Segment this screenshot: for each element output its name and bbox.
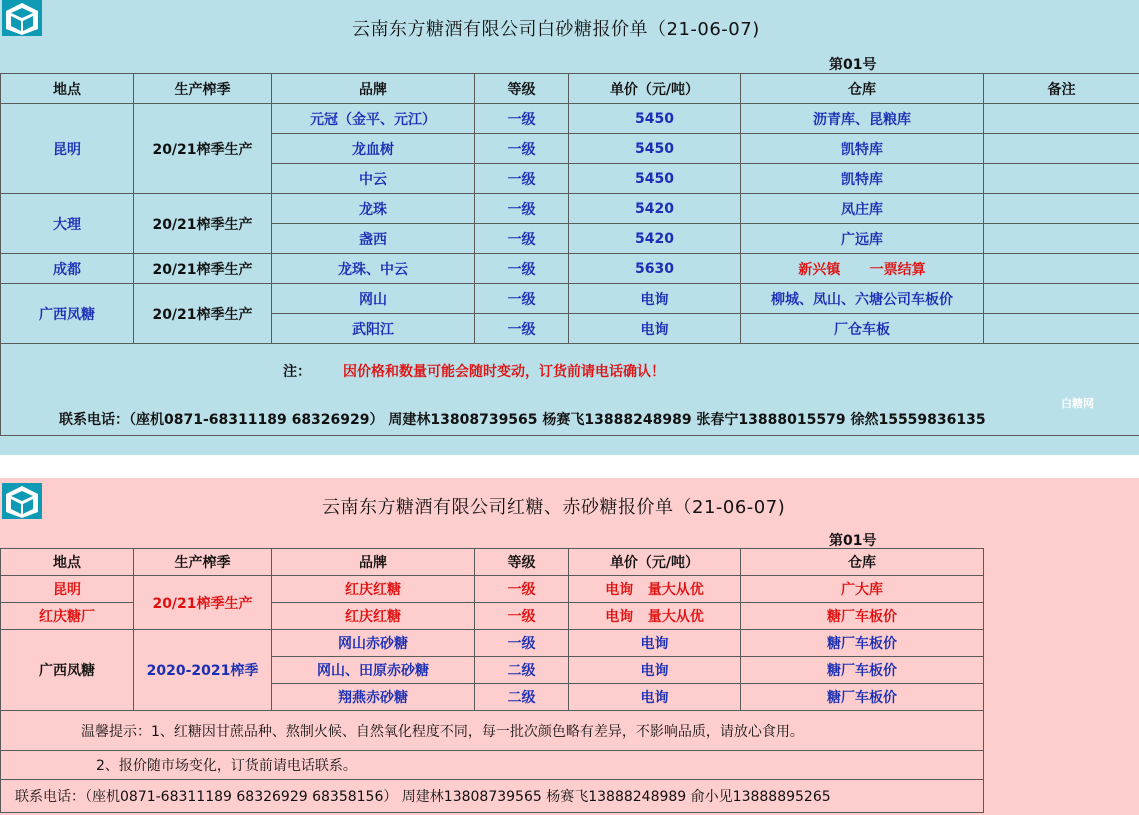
note-text: 因价格和数量可能会随时变动，订货前请电话确认！	[343, 364, 665, 380]
tip-1: 温馨提示：1、红糖因甘蔗品种、熬制火候、自然氧化程度不同，每一批次颜色略有差异，不影响品质，请放心食用。	[1, 711, 984, 751]
header-season: 生产榨季	[134, 549, 272, 576]
header-grade: 等级	[475, 74, 569, 104]
price-cell: 电询 量大从优	[569, 603, 741, 630]
location-cell: 红庆糖厂	[1, 603, 134, 630]
document-number: 第01号	[829, 533, 877, 549]
table-row	[1, 104, 1139, 134]
price-cell: 5420	[569, 224, 741, 254]
header-remark: 备注	[984, 74, 1139, 104]
table-row	[1, 254, 1139, 284]
header-location: 地点	[1, 74, 134, 104]
warehouse-cell: 柳城、凤山、六塘公司车板价	[741, 284, 984, 314]
brand-cell: 翔燕赤砂糖	[272, 684, 475, 711]
warehouse-cell: 凯特库	[741, 134, 984, 164]
brand-cell: 龙珠、中云	[272, 254, 475, 284]
grade-cell: 一级	[475, 134, 569, 164]
price-cell: 电询	[569, 314, 741, 344]
brand-cell: 盏西	[272, 224, 475, 254]
brand-cell: 网山、田原赤砂糖	[272, 657, 475, 684]
brand-cell: 元冠（金平、元江）	[272, 104, 475, 134]
season-cell: 20/21榨季生产	[134, 284, 272, 344]
tip-row	[1, 711, 984, 751]
table-row	[1, 630, 984, 657]
warehouse-cell: 糖厂车板价	[741, 603, 984, 630]
warehouse-cell: 糖厂车板价	[741, 630, 984, 657]
document-number: 第01号	[829, 57, 877, 73]
grade-cell: 二级	[475, 657, 569, 684]
tip-row	[1, 751, 984, 780]
price-cell: 电询	[569, 630, 741, 657]
brand-cell: 红庆红糖	[272, 603, 475, 630]
header-grade: 等级	[475, 549, 569, 576]
tip-2: 2、报价随市场变化，订货前请电话联系。	[1, 751, 984, 780]
watermark: 白糖网	[1061, 397, 1094, 410]
notes-cell	[1, 344, 1139, 436]
header-warehouse: 仓库	[741, 74, 984, 104]
brand-cell: 中云	[272, 164, 475, 194]
contact-line: 联系电话：（座机0871-68311189 68326929） 周建林13808739565 杨赛飞13888248989 张春宁13888015579 徐然15559836135	[59, 412, 986, 428]
header-season: 生产榨季	[134, 74, 272, 104]
grade-cell: 一级	[475, 104, 569, 134]
table-header-row	[1, 74, 1139, 104]
header-price: 单价（元/吨）	[569, 549, 741, 576]
header-price: 单价（元/吨）	[569, 74, 741, 104]
price-cell: 电询	[569, 657, 741, 684]
warehouse-cell: 糖厂车板价	[741, 684, 984, 711]
location-cell: 广西凤糖	[1, 284, 134, 344]
remark-cell	[984, 194, 1139, 224]
remark-cell	[984, 104, 1139, 134]
warehouse-cell: 广远库	[741, 224, 984, 254]
price-cell: 电询	[569, 284, 741, 314]
brand-cell: 武阳江	[272, 314, 475, 344]
remark-cell	[984, 284, 1139, 314]
grade-cell: 一级	[475, 224, 569, 254]
table-row	[1, 284, 1139, 314]
contact-line: 联系电话：（座机0871-68311189 68326929 68358156） 周建林13808739565 杨赛飞13888248989 俞小见13888895265	[1, 780, 984, 813]
company-logo-icon	[2, 483, 42, 519]
warehouse-cell: 广大库	[741, 576, 984, 603]
remark-cell	[984, 224, 1139, 254]
grade-cell: 二级	[475, 684, 569, 711]
price-cell: 5450	[569, 134, 741, 164]
note-label: 注：	[283, 364, 311, 380]
price-cell: 电询 量大从优	[569, 576, 741, 603]
location-cell: 昆明	[1, 104, 134, 194]
remark-cell	[984, 164, 1139, 194]
warehouse-cell: 凯特库	[741, 164, 984, 194]
warehouse-cell: 厂仓车板	[741, 314, 984, 344]
grade-cell: 一级	[475, 194, 569, 224]
brand-cell: 红庆红糖	[272, 576, 475, 603]
brown-sugar-quote-panel	[0, 478, 1139, 815]
season-cell: 20/21榨季生产	[134, 104, 272, 194]
season-cell: 20/21榨季生产	[134, 254, 272, 284]
notes-row	[1, 344, 1139, 436]
warehouse-cell: 沥青库、昆粮库	[741, 104, 984, 134]
page-title: 云南东方糖酒有限公司白砂糖报价单（21-06-07)	[352, 19, 760, 40]
grade-cell: 一级	[475, 254, 569, 284]
table-row	[1, 576, 984, 603]
price-cell: 5450	[569, 104, 741, 134]
price-cell: 5630	[569, 254, 741, 284]
season-cell: 2020-2021榨季	[134, 630, 272, 711]
brand-cell: 龙血树	[272, 134, 475, 164]
location-cell: 成都	[1, 254, 134, 284]
header-warehouse: 仓库	[741, 549, 984, 576]
season-cell: 20/21榨季生产	[134, 194, 272, 254]
location-cell: 大理	[1, 194, 134, 254]
grade-cell: 一级	[475, 284, 569, 314]
grade-cell: 一级	[475, 314, 569, 344]
brand-cell: 网山	[272, 284, 475, 314]
warehouse-cell: 凤庄库	[741, 194, 984, 224]
remark-cell	[984, 314, 1139, 344]
header-location: 地点	[1, 549, 134, 576]
warehouse-cell: 新兴镇 一票结算	[741, 254, 984, 284]
price-cell: 5450	[569, 164, 741, 194]
grade-cell: 一级	[475, 164, 569, 194]
remark-cell	[984, 134, 1139, 164]
table-header-row	[1, 549, 984, 576]
page-title: 云南东方糖酒有限公司红糖、赤砂糖报价单（21-06-07)	[322, 497, 786, 518]
white-sugar-price-table	[0, 73, 1139, 436]
contact-row	[1, 780, 984, 813]
grade-cell: 一级	[475, 603, 569, 630]
header-brand: 品牌	[272, 74, 475, 104]
location-cell: 广西凤糖	[1, 630, 134, 711]
brand-cell: 网山赤砂糖	[272, 630, 475, 657]
brand-cell: 龙珠	[272, 194, 475, 224]
grade-cell: 一级	[475, 630, 569, 657]
grade-cell: 一级	[475, 576, 569, 603]
header-brand: 品牌	[272, 549, 475, 576]
brown-sugar-price-table	[0, 548, 984, 813]
warehouse-cell: 糖厂车板价	[741, 657, 984, 684]
season-cell: 20/21榨季生产	[134, 576, 272, 630]
remark-cell	[984, 254, 1139, 284]
price-cell: 5420	[569, 194, 741, 224]
location-cell: 昆明	[1, 576, 134, 603]
company-logo-icon	[2, 0, 42, 36]
price-cell: 电询	[569, 684, 741, 711]
table-row	[1, 194, 1139, 224]
